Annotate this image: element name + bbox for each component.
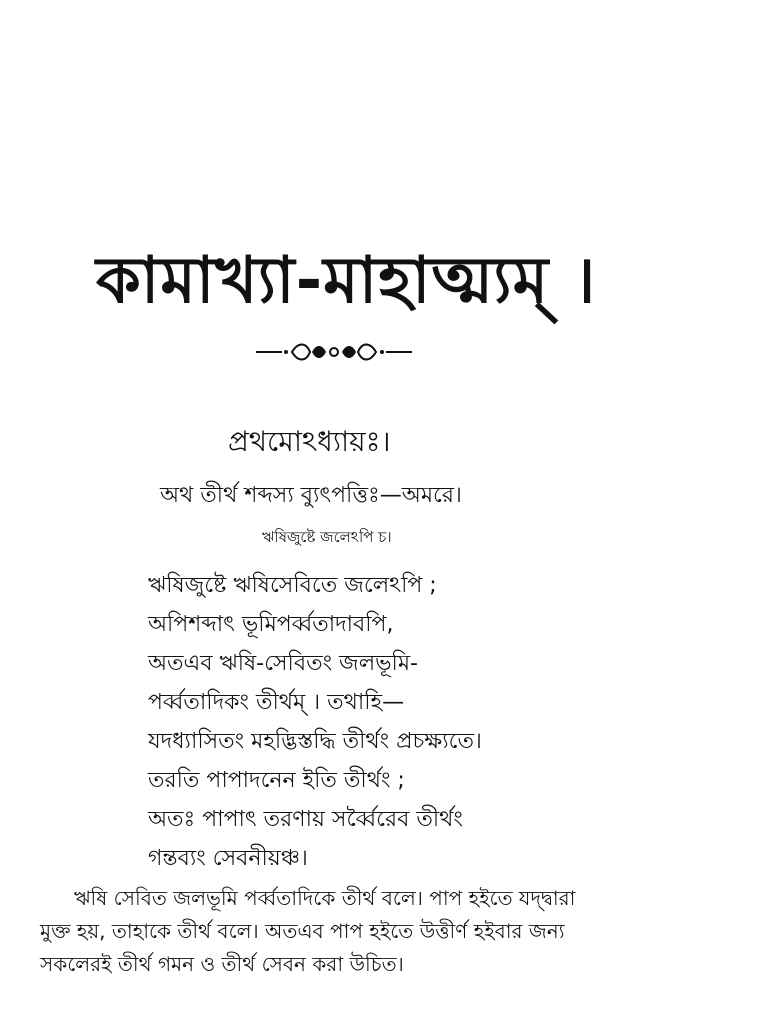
verse-line: অতএব ঋষি-সেবিতং জলভূমি-: [148, 651, 418, 676]
verse-line: তরতি পাপাদনেন ইতি তীর্থং ;: [148, 768, 405, 793]
footnote-line: ঋষি সেবিত জলভূমি পর্ব্বতাদিকে তীর্থ বলে। পাপ হইতে যদ্দ্বারা: [74, 886, 576, 910]
verse-line: ঋষিজুষ্টে ঋষিসেবিতে জলেঽপি ;: [148, 573, 437, 598]
verse-line: পর্ব্বতাদিকং তীর্থম্ । তথাহি—: [148, 690, 405, 715]
verse-line: অতঃ পাপাৎ তরণায় সর্ব্বৈরেব তীর্থং: [148, 807, 463, 832]
footnote-line: সকলেরই তীর্থ গমন ও তীর্থ সেবন করা উচিত।: [40, 952, 404, 976]
verse-line: যদধ্যাসিতং মহদ্ভিস্তদ্ধি তীর্থং প্রচক্ষ্যতে।: [148, 729, 482, 754]
footnote-line: মুক্ত হয়, তাহাকে তীর্থ বলে। অতএব পাপ হইতে উত্তীর্ণ হইবার জন্য: [40, 919, 565, 943]
decorative-divider-ornament: [256, 340, 412, 364]
intro-line: অথ তীর্থ শব্দস্য ব্যুৎপত্তিঃ—অমরে।: [160, 483, 462, 508]
page-title: কামাখ্যা-মাহাত্ম্যম্ ।: [96, 244, 597, 318]
verse-line: গন্তব্যং সেবনীয়ঞ্চ।: [148, 846, 308, 871]
verse-line: অপিশব্দাৎ ভূমিপর্ব্বতাদাবপি,: [148, 612, 394, 637]
chapter-heading: প্রথমোঽধ্যায়ঃ।: [228, 425, 391, 458]
reference-line: ঋষিজুষ্টে জলেঽপি চ।: [262, 528, 392, 546]
